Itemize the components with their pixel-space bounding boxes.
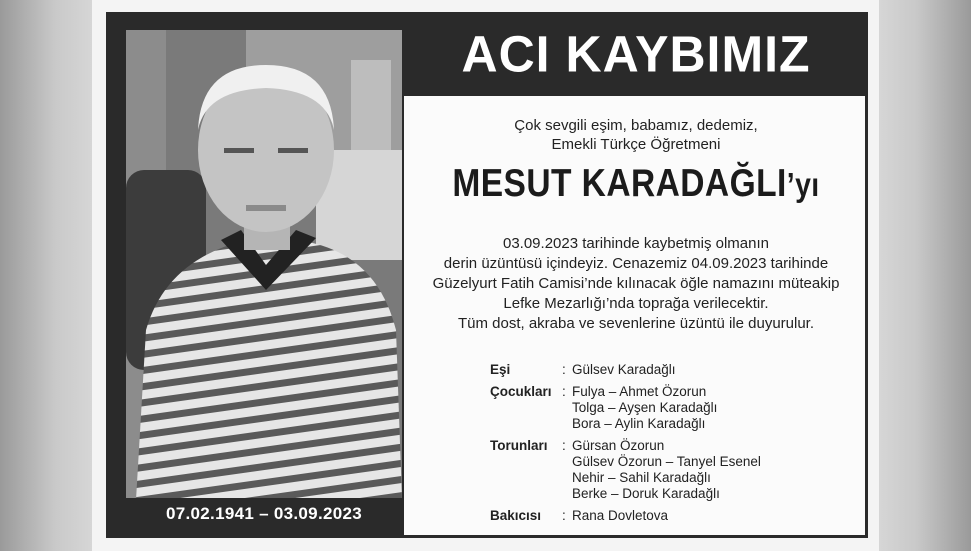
family-name: Nehir – Sahil Karadağlı	[572, 470, 711, 485]
family-label: Bakıcısı	[490, 508, 542, 523]
family-row-grandchildren	[490, 438, 850, 502]
family-row-children	[490, 384, 850, 432]
intro-line: Çok sevgili eşim, babamız, dedemiz,	[514, 117, 758, 134]
family-colon: :	[562, 384, 566, 399]
body-line: Tüm dost, akraba ve sevenlerine üzüntü ile duyurulur.	[457, 315, 815, 332]
title-bar	[404, 12, 868, 96]
body-line: Lefke Mezarlığı’nda toprağa verilecektir.	[503, 295, 769, 312]
family-names	[572, 384, 850, 432]
family-names	[572, 508, 850, 524]
background-left	[0, 0, 92, 551]
family-names	[572, 362, 850, 378]
life-dates: 07.02.1941 – 03.09.2023	[166, 504, 362, 523]
portrait-photo	[126, 30, 402, 498]
body-line: Güzelyurt Fatih Camisi’nde kılınacak öğle namazını müteakip	[432, 275, 840, 292]
family-list	[490, 362, 850, 530]
family-colon: :	[562, 362, 566, 377]
notice-title: ACI KAYBIMIZ	[461, 25, 811, 83]
family-label: Torunları	[490, 438, 548, 453]
body-line: derin üzüntüsü içindeyiz. Cenazemiz 04.09.2023 tarihinde	[443, 255, 829, 272]
deceased-name-text: MESUT KARADAĞLI	[452, 162, 787, 205]
intro-line: Emekli Türkçe Öğretmeni	[551, 136, 721, 153]
family-label: Çocukları	[490, 384, 552, 399]
family-name: Gülsev Karadağlı	[572, 362, 676, 377]
family-row-caregiver	[490, 508, 850, 524]
body-line: 03.09.2023 tarihinde kaybetmiş olmanın	[502, 235, 769, 252]
family-name: Fulya – Ahmet Özorun	[572, 384, 707, 399]
intro-text	[404, 116, 868, 154]
family-name: Berke – Doruk Karadağlı	[572, 486, 720, 501]
family-name: Gürsan Özorun	[572, 438, 665, 453]
family-name: Rana Dovletova	[572, 508, 669, 523]
family-name: Tolga – Ayşen Karadağlı	[572, 400, 718, 415]
name-suffix: ’yı	[786, 166, 820, 203]
family-names	[572, 438, 850, 502]
body-text	[404, 234, 868, 334]
family-name: Gülsev Özorun – Tanyel Esenel	[572, 454, 761, 469]
background-right	[879, 0, 971, 551]
deceased-name	[436, 162, 835, 206]
family-colon: :	[562, 508, 566, 523]
family-row-spouse	[490, 362, 850, 378]
family-name: Bora – Aylin Karadağlı	[572, 416, 706, 431]
family-colon: :	[562, 438, 566, 453]
family-label: Eşi	[490, 362, 511, 377]
